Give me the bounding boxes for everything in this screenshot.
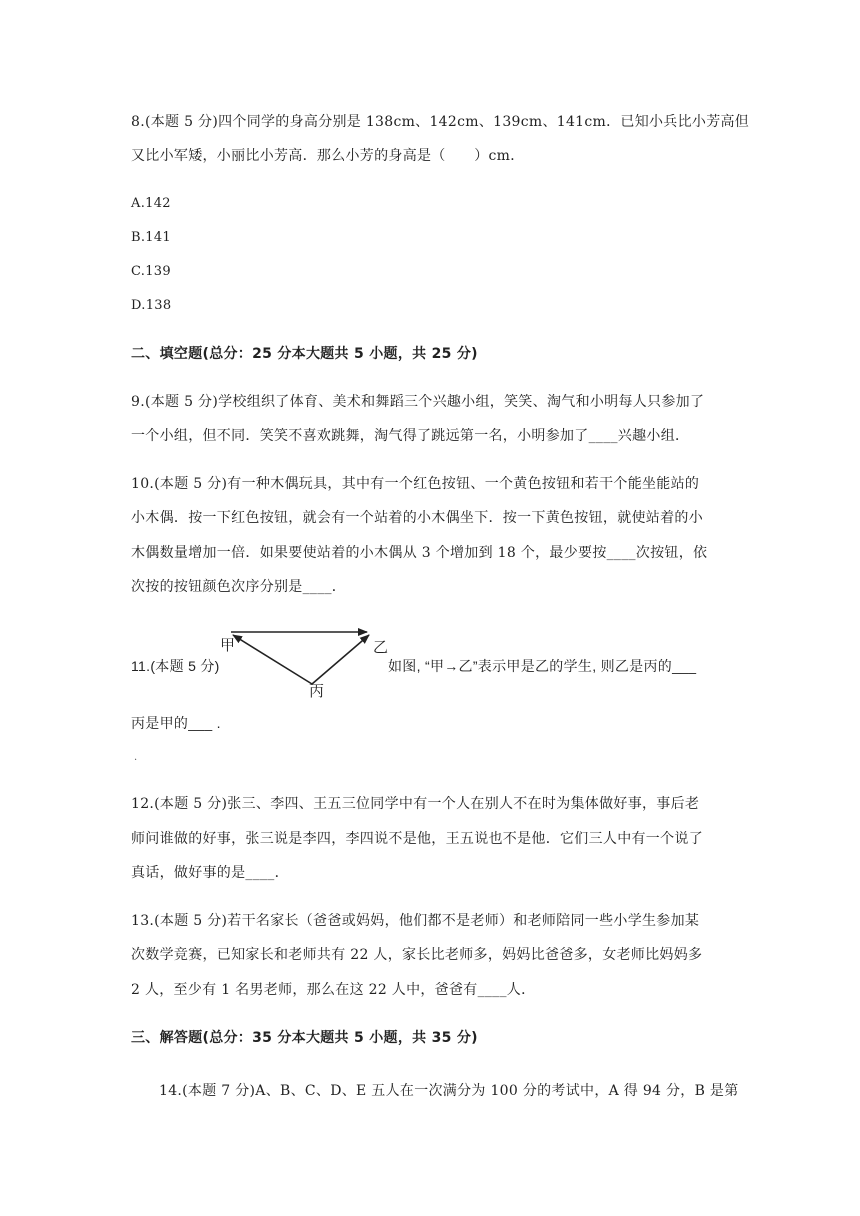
q13-line-2: 次数学竞赛，已知家长和老师共有 22 人，家长比老师多，妈妈比爸爸多，女老师比妈妈多 (131, 947, 703, 963)
q13-line-3: 2 人，至少有 1 名男老师，那么在这 22 人中，爸爸有____人． (131, 982, 536, 998)
q10-line-1: 10.(本题 5 分)有一种木偶玩具，其中有一个红色按钮、一个黄色按钮和若干个能坐能站的 (131, 476, 700, 492)
q12-line-2: 师问谁做的好事，张三说是李四，李四说不是他，王五说也不是他．它们三人中有一个说了 (131, 831, 703, 847)
q8-option-c: C.139 (131, 264, 171, 279)
q12-line-1: 12.(本题 5 分)张三、李四、王五三位同学中有一个人在别人不在时为集体做好事，事后老 (131, 796, 700, 812)
section-2-heading: 二、填空题(总分：25 分本大题共 5 小题，共 25 分) (131, 346, 478, 362)
q9-line-1: 9.(本题 5 分)学校组织了体育、美术和舞蹈三个兴趣小组，笑笑、淘气和小明每人只参加了 (131, 394, 705, 410)
relation-diagram (215, 622, 390, 702)
q8-option-a: A.142 (131, 196, 171, 211)
q11-prefix: 11.(本题 5 分) (131, 658, 220, 674)
q13-line-1: 13.(本题 5 分)若干名家长（爸爸或妈妈，他们都不是老师）和老师陪同一些小学生参加某 (131, 913, 700, 929)
label-yi: 乙 (373, 638, 389, 656)
label-jia: 甲 (220, 636, 236, 654)
q14-line-1: 14.(本题 7 分)A、B、C、D、E 五人在一次满分为 100 分的考试中，A 得 94 分，B 是第 (159, 1083, 739, 1099)
q8-option-b: B.141 (131, 230, 171, 245)
q10-line-3: 木偶数量增加一倍．如果要使站着的小木偶从 3 个增加到 18 个，最少要按____次按钮，依 (131, 545, 708, 561)
arrow-bing-to-yi (312, 635, 369, 684)
q9-line-2: 一个小组，但不同．笑笑不喜欢跳舞，淘气得了跳远第一名，小明参加了____兴趣小组． (131, 428, 690, 444)
q10-line-2: 小木偶．按一下红色按钮，就会有一个站着的小木偶坐下．按一下黄色按钮，就使站着的小 (131, 510, 703, 526)
q8-line-1: 8.(本题 5 分)四个同学的身高分别是 138cm、142cm、139cm、141cm．已知小兵比小芳高但 (131, 114, 750, 130)
section-3-heading: 三、解答题(总分：35 分本大题共 5 小题，共 35 分) (131, 1030, 478, 1046)
q8-option-d: D.138 (131, 298, 172, 313)
q10-line-4: 次按的按钮颜色次序分别是____． (131, 579, 347, 595)
q8-line-2: 又比小军矮，小丽比小芳高．那么小芳的身高是（ ）cm． (131, 148, 525, 164)
q11-text-1: 如图, “甲→乙”表示甲是乙的学生, 则乙是丙的___ (388, 658, 697, 674)
q11-text-2: 丙是甲的___ . (131, 715, 221, 731)
stray-dot: . (134, 752, 138, 763)
q12-line-3: 真话，做好事的是____． (131, 865, 289, 881)
label-bing: 丙 (309, 682, 325, 700)
arrow-bing-to-jia (233, 635, 312, 684)
